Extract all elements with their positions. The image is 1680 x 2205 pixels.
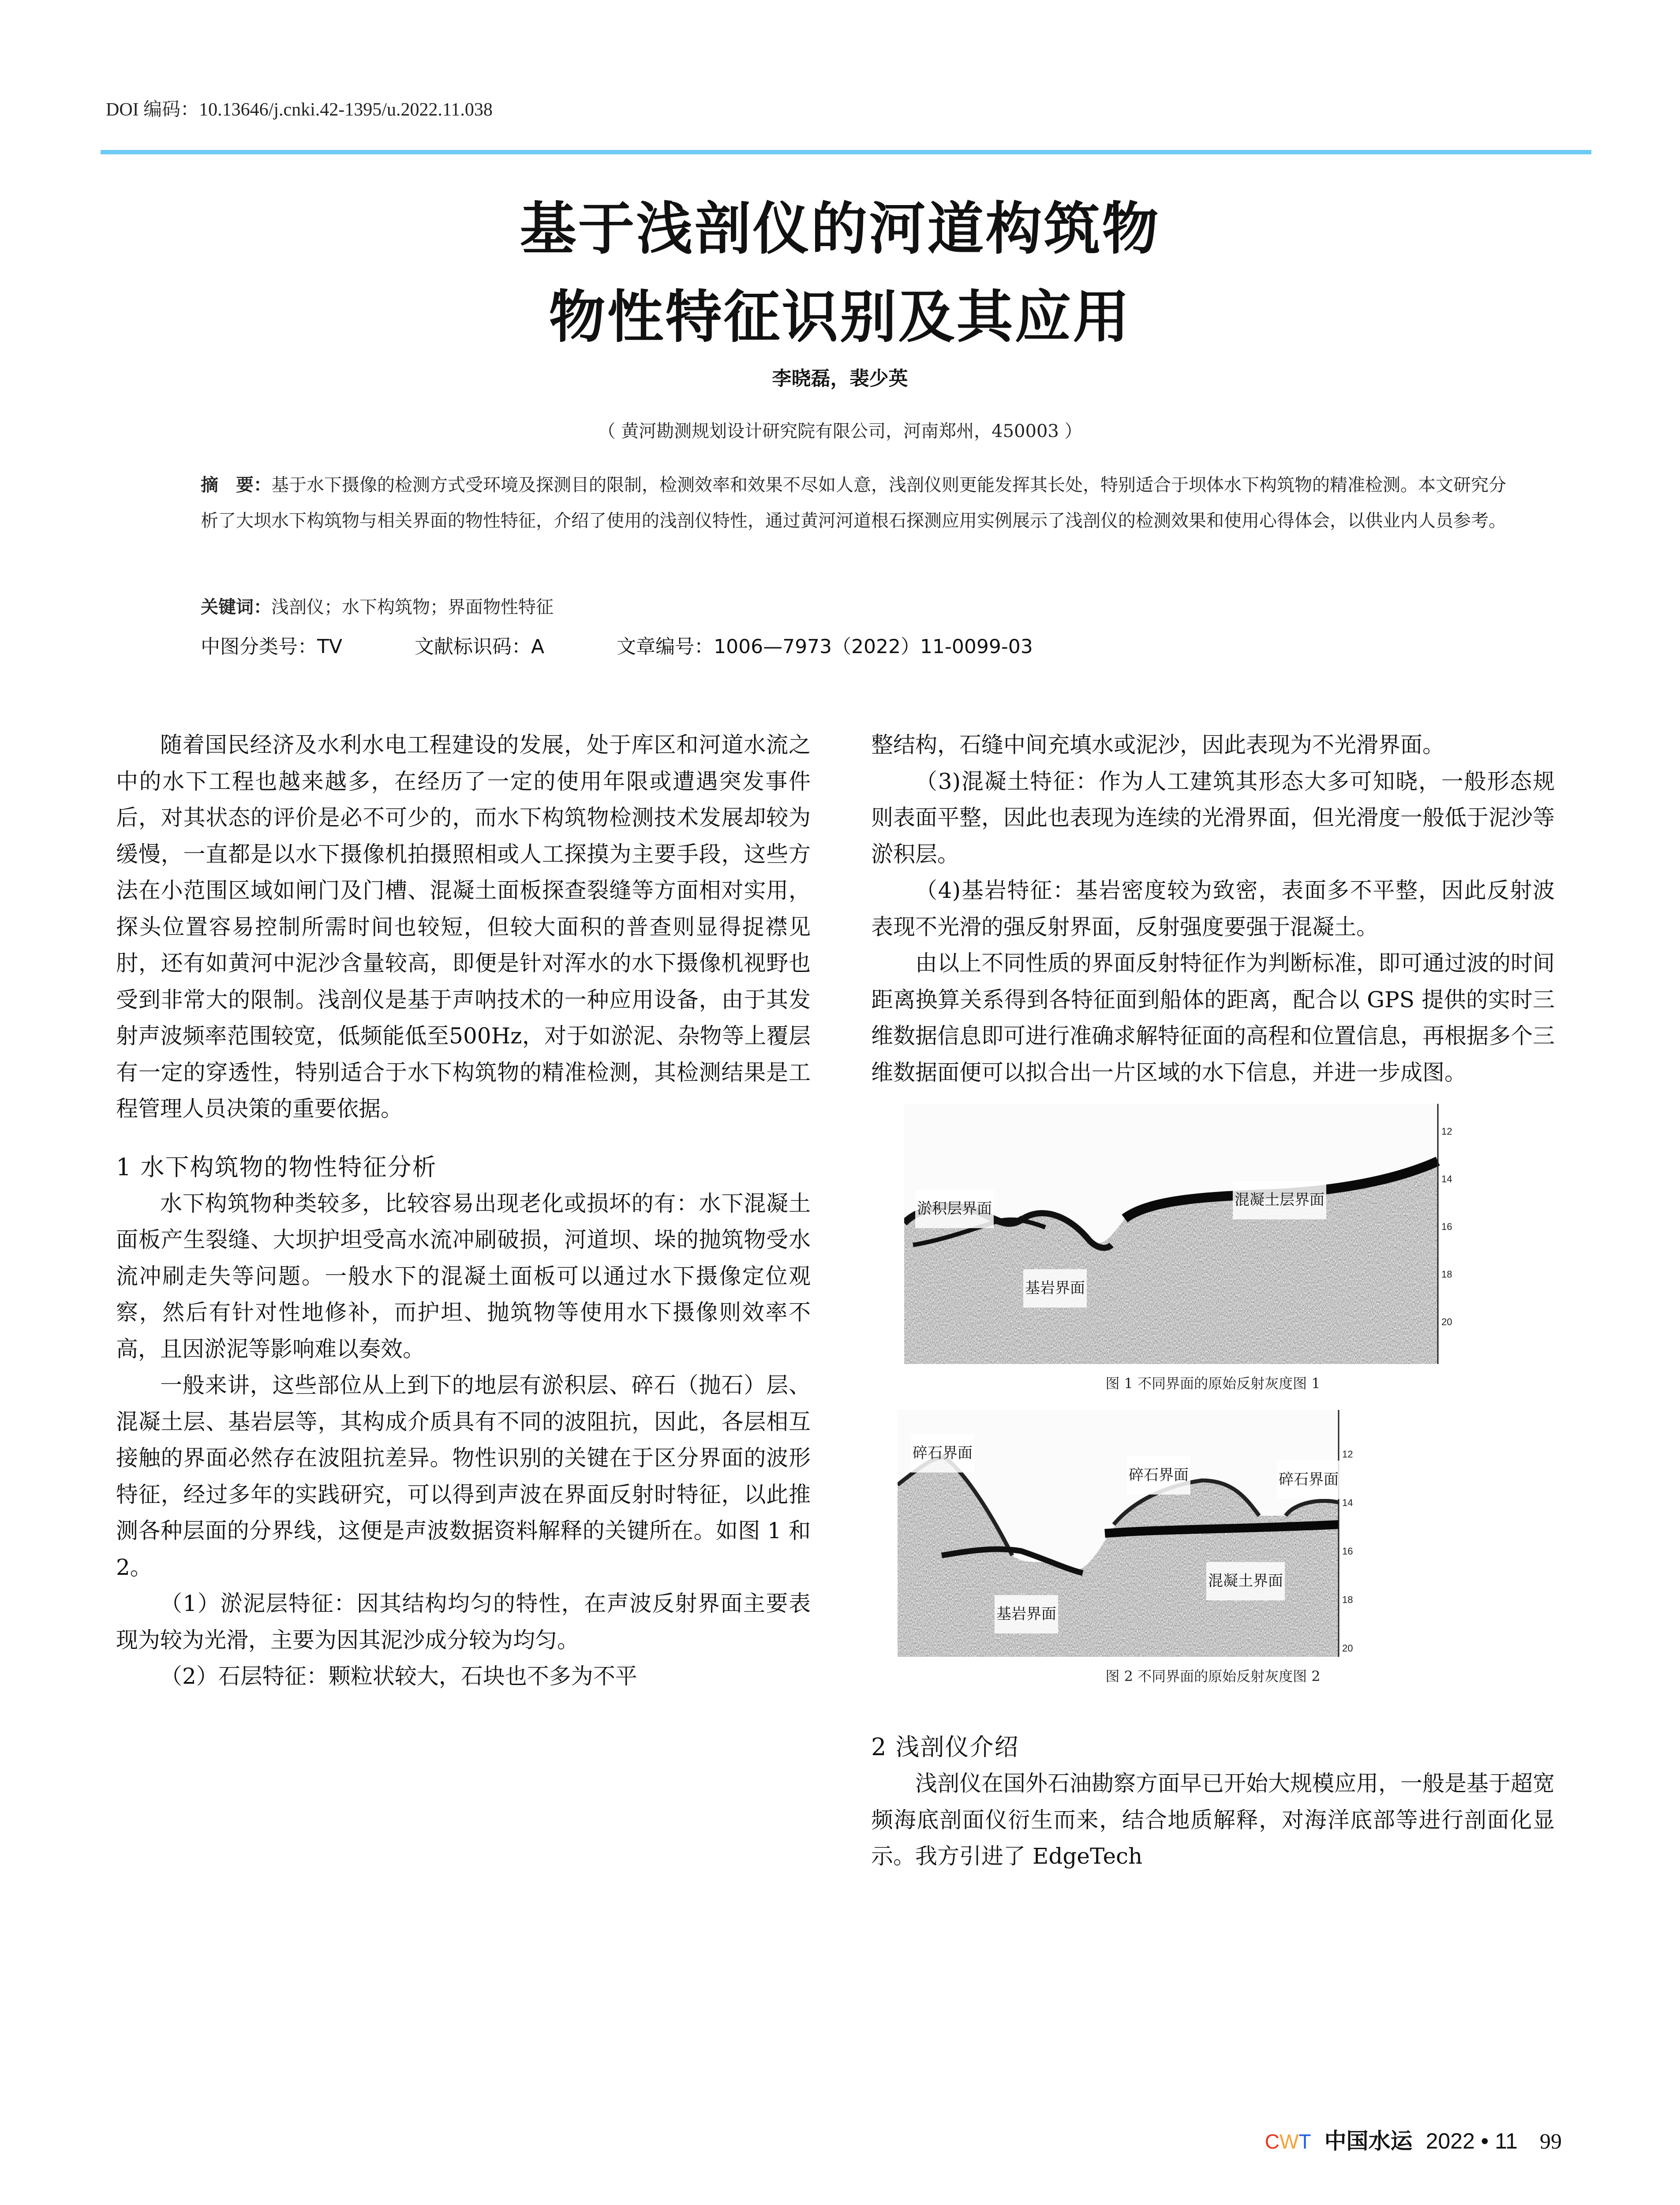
affiliation: （ 黄河勘测规划设计研究院有限公司，河南郑州，450003 ） [598, 421, 1082, 441]
doi-line: DOI 编码：10.13646/j.cnki.42-1395/u.2022.11.038 [106, 100, 493, 120]
paragraph: 水下构筑物种类较多，比较容易出现老化或损坏的有：水下混凝土面板产生裂缝、大坝护坦受高水流冲刷破损，河道坝、垛的抛筑物受水流冲刷走失等问题。一般水下的混凝土面板可以通过水下摄像定位观察，然后有针对性地修补，而护坦、抛筑物等使用水下摄像则效率不高，且因淤泥等影响难以奏效。 [116, 1190, 811, 1362]
paragraph: （4)基岩特征：基岩密度较为致密，表面多不平整，因此反射波表现不光滑的强反射界面，反射强度要强于混凝土。 [871, 878, 1555, 940]
label-bedrock-interface: 基岩界面 [1023, 1269, 1087, 1308]
label-gravel-interface: 碎石界面 [1277, 1461, 1340, 1499]
right-column [871, 727, 1555, 1875]
authors: 李晓磊，裴少英 [772, 367, 908, 390]
logo-letter-w: W [1280, 2130, 1299, 2153]
logo-letter-t: T [1298, 2130, 1311, 2153]
issue-number: 2022 • 11 [1426, 2129, 1518, 2153]
section-1-heading: 1 水下构筑物的物性特征分析 [116, 1153, 437, 1181]
paragraph: （2）石层特征：颗粒状较大，石块也不多为不平 [160, 1663, 637, 1689]
page-footer [1265, 2123, 1562, 2155]
depth-tick: 20 [1441, 1316, 1452, 1327]
label-gravel-interface: 碎石界面 [911, 1434, 974, 1472]
label-concrete-interface: 混凝土层界面 [1233, 1181, 1326, 1219]
paragraph: 由以上不同性质的界面反射特征作为判断标准，即可通过波的时间距离换算关系得到各特征面到船体的距离，配合以 GPS 提供的实时三维数据信息即可进行准确求解特征面的高程和位置信息，再根据多个三维数据面便可以拟合出一片区域的水下信息，并进一步成图。 [871, 950, 1555, 1085]
article-number: 文章编号：1006—7973（2022）11-0099-03 [617, 635, 1033, 658]
magazine-name: 中国水运 [1324, 2128, 1413, 2154]
abstract-text: 基于水下摄像的检测方式受环境及探测目的限制，检测效率和效果不尽如人意，浅剖仪则更能发挥其长处，特别适合于坝体水下构筑物的精准检测。本文研究分析了大坝水下构筑物与相关界面的物性特征，介绍了使用的浅剖仪特性，通过黄河河道根石探测应用实例展示了浅剖仪的检测效果和使用心得体会，以供业内人员参考。 [201, 475, 1506, 531]
figure-2-caption: 图 2 不同界面的原始反射灰度图 2 [1105, 1668, 1321, 1685]
page-number: 99 [1540, 2129, 1562, 2153]
left-column [116, 727, 811, 1695]
label-sediment-interface: 淤积层界面 [915, 1190, 994, 1228]
paragraph: 整结构，石缝中间充填水或泥沙，因此表现为不光滑界面。 [871, 732, 1444, 758]
figure-2-profile-image [898, 1410, 1471, 1657]
document-code: 文献标识码：A [414, 635, 545, 658]
keywords-text: 浅剖仪；水下构筑物；界面物性特征 [271, 597, 554, 617]
depth-tick: 16 [1441, 1221, 1452, 1232]
intro-paragraph: 随着国民经济及水利水电工程建设的发展，处于库区和河道水流之中的水下工程也越来越多，在经历了一定的使用年限或遭遇突发事件后，对其状态的评价是必不可少的，而水下构筑物检测技术发展却较为缓慢，一直都是以水下摄像机拍摄照相或人工探摸为主要手段，这些方法在小范围区域如闸门及门槽、混凝土面板探查裂缝等方面相对实用，探头位置容易控制所需时间也较短，但较大面积的普查则显得捉襟见肘，还有如黄河中泥沙含量较高，即便是针对浑水的水下摄像机视野也受到非常大的限制。浅剖仪是基于声呐技术的一种应用设备，由于其发射声波频率范围较宽，低频能低至500Hz，对于如淤泥、杂物等上覆层有一定的穿透性，特别适合于水下构筑物的精准检测，其检测结果是工程管理人员决策的重要依据。 [116, 732, 811, 1121]
figure-1 [904, 1104, 1478, 1364]
abstract-label: 摘 要： [201, 475, 271, 495]
figure-1-caption: 图 1 不同界面的原始反射灰度图 1 [1105, 1375, 1321, 1392]
clc-number: 中图分类号：TV [201, 635, 342, 658]
paragraph: 一般来讲，这些部位从上到下的地层有淤积层、碎石（抛石）层、混凝土层、基岩层等，其构成介质具有不同的波阻抗，因此，各层相互接触的界面必然存在波阻抗差异。物性识别的关键在于区分界面的波形特征，经过多年的实践研究，可以得到声波在界面反射时特征，以此推测各种层面的分界线，这便是声波数据资料解释的关键所在。如图 1 和 2。 [116, 1372, 811, 1580]
label-concrete-interface: 混凝土界面 [1206, 1562, 1285, 1600]
keywords-label: 关键词： [201, 597, 271, 617]
depth-tick: 12 [1342, 1449, 1353, 1460]
figure-1-profile-image [904, 1104, 1478, 1364]
depth-tick: 18 [1441, 1269, 1452, 1280]
depth-tick: 12 [1441, 1126, 1452, 1137]
depth-tick: 18 [1342, 1594, 1353, 1605]
depth-tick: 20 [1342, 1643, 1353, 1654]
figure-2 [898, 1410, 1471, 1657]
section-2-heading: 2 浅剖仪介绍 [871, 1733, 1019, 1761]
header-rule [101, 150, 1591, 154]
label-bedrock-interface: 基岩界面 [995, 1595, 1058, 1633]
keywords [201, 593, 554, 618]
depth-tick: 14 [1441, 1174, 1452, 1185]
logo-letter-c: C [1265, 2130, 1280, 2153]
article-title [0, 185, 1680, 362]
classification-line [201, 631, 1033, 659]
paragraph: 浅剖仪在国外石油勘察方面早已开始大规模应用，一般是基于超宽频海底剖面仪衍生而来，结合地质解释，对海洋底部等进行剖面化显示。我方引进了 EdgeTech [871, 1771, 1555, 1869]
abstract [201, 467, 1515, 539]
depth-tick: 14 [1342, 1497, 1353, 1508]
label-gravel-interface: 碎石界面 [1127, 1456, 1190, 1495]
cwt-logo [1265, 2130, 1311, 2153]
paragraph: （3)混凝土特征：作为人工建筑其形态大多可知晓，一般形态规则表面平整，因此也表现为连续的光滑界面，但光滑度一般低于泥沙等淤积层。 [871, 768, 1555, 867]
paragraph: （1）淤泥层特征：因其结构均匀的特性，在声波反射界面主要表现为较为光滑，主要为因其泥沙成分较为均匀。 [116, 1591, 811, 1653]
depth-tick: 16 [1342, 1546, 1353, 1557]
title-line-2: 物性特征识别及其应用 [549, 284, 1131, 350]
title-line-1: 基于浅剖仪的河道构筑物 [520, 196, 1160, 262]
